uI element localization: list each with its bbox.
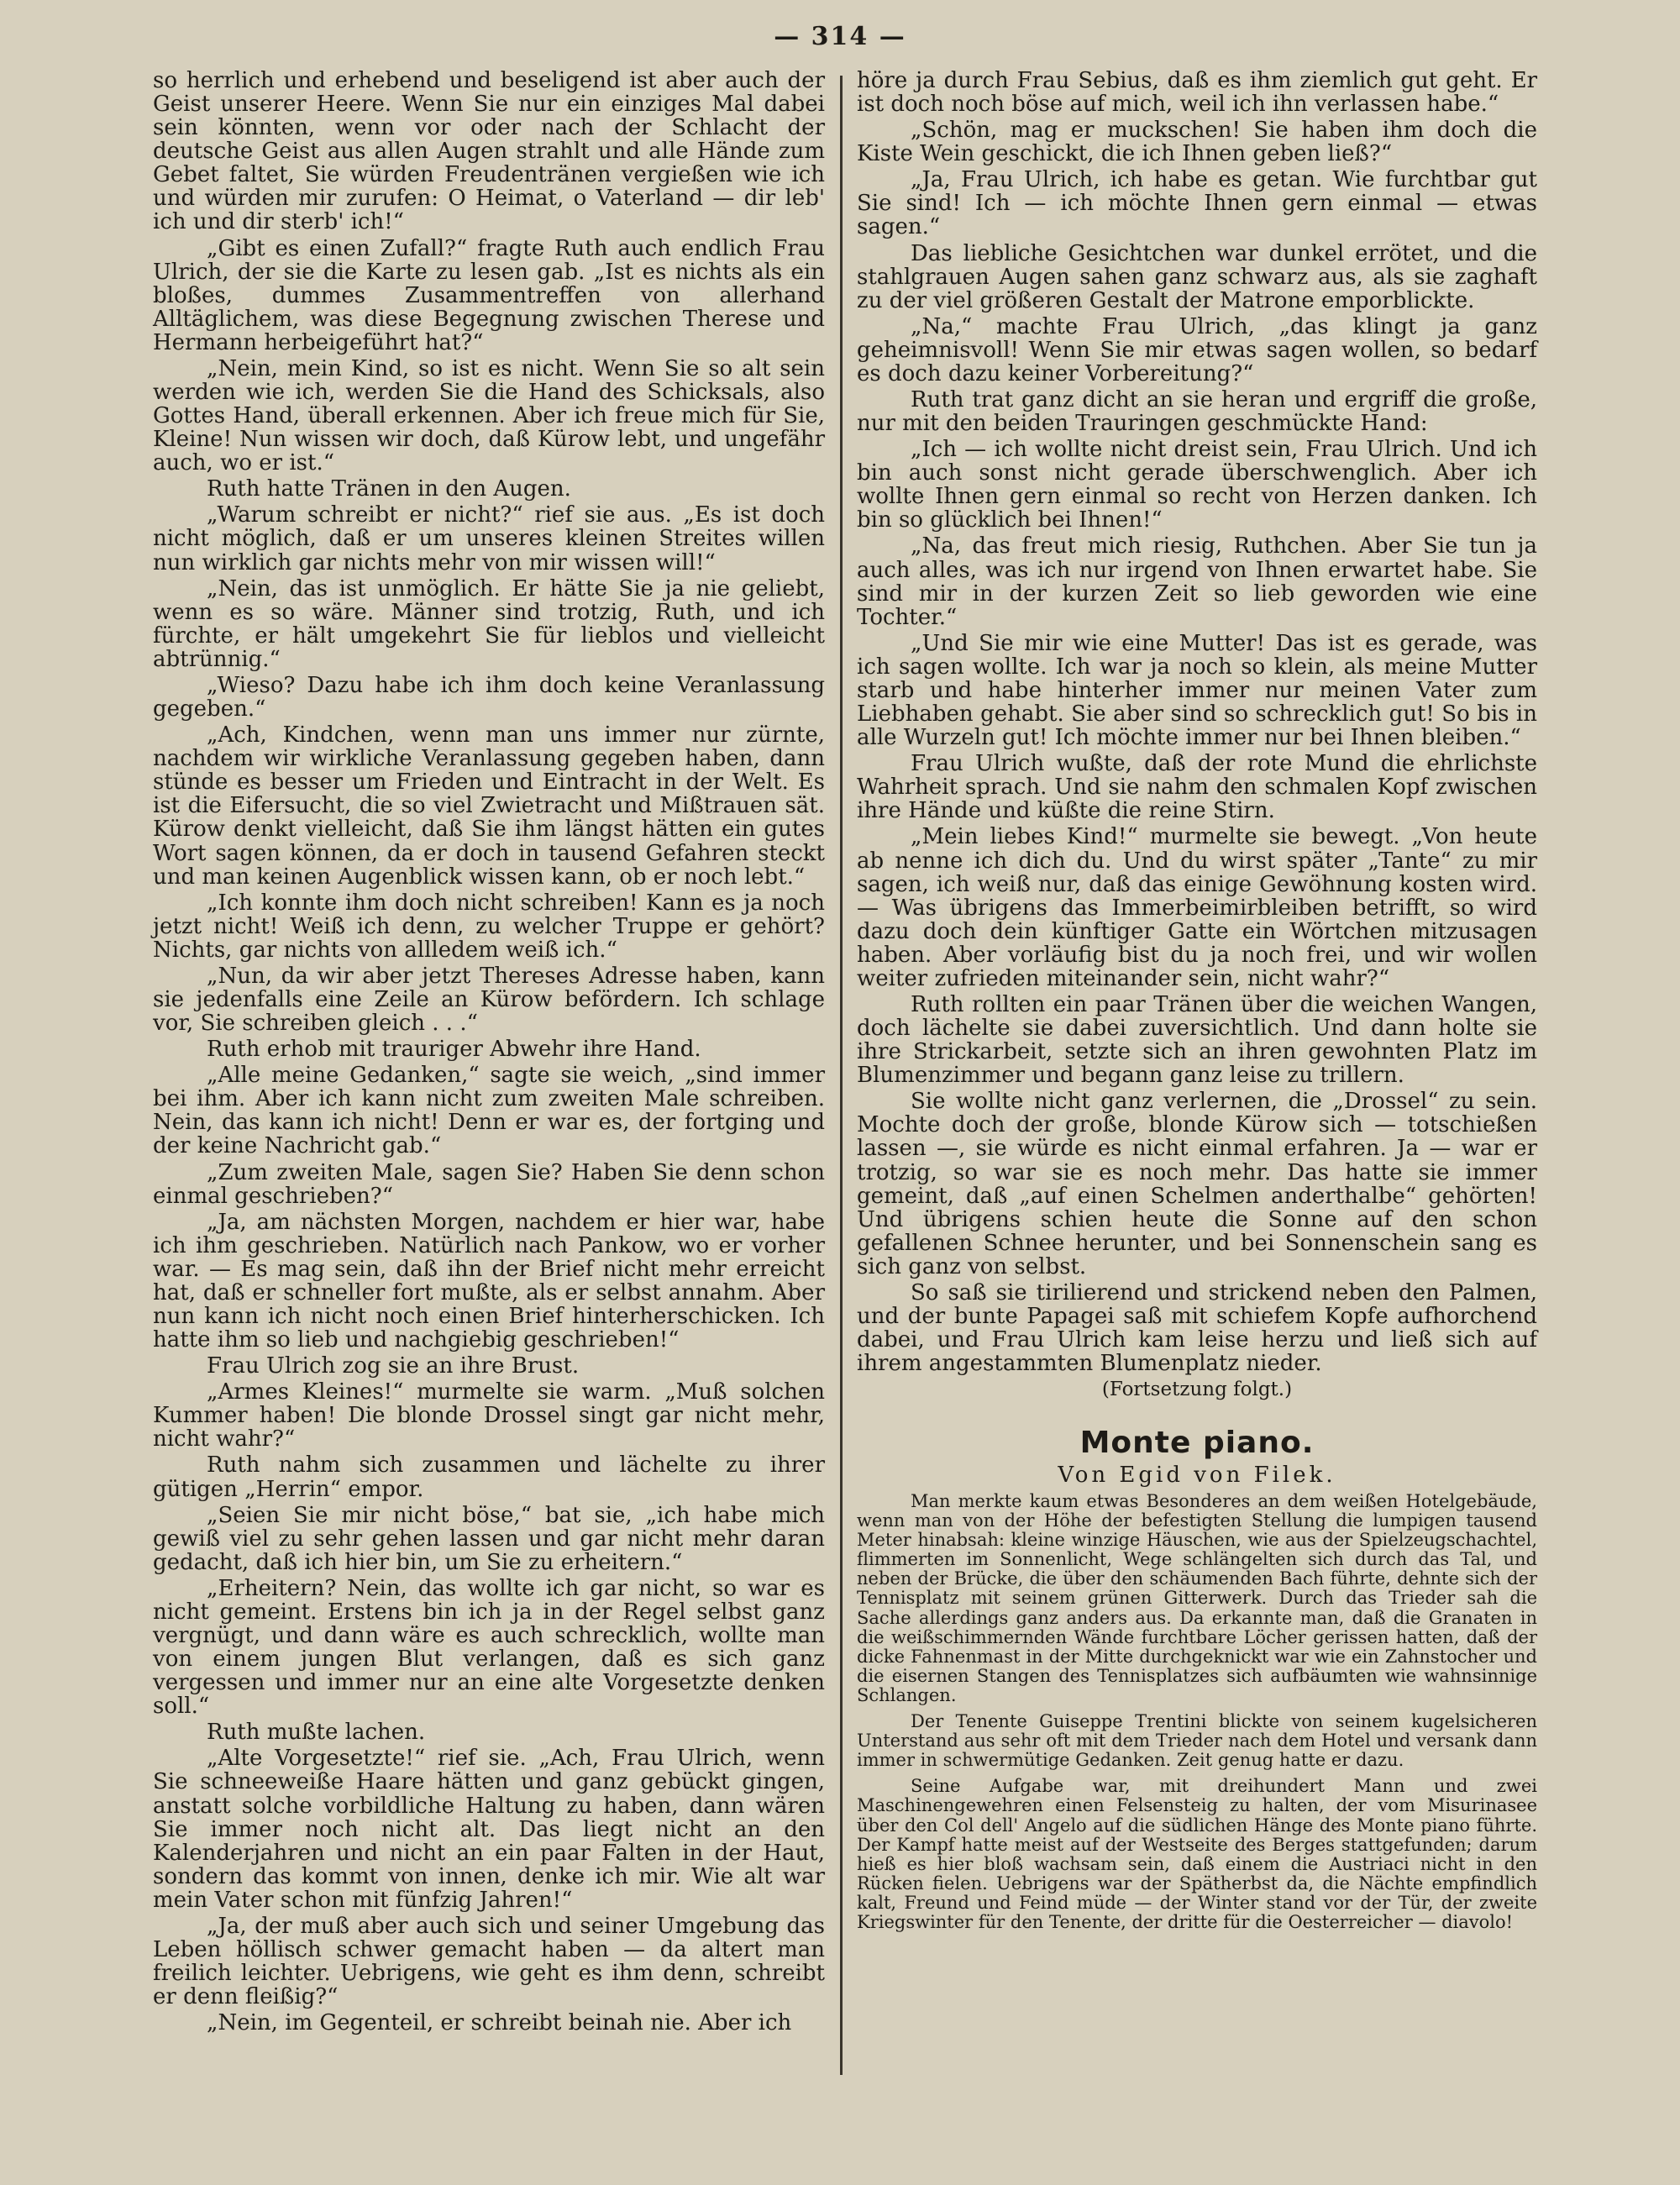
right-paragraph: Ruth rollten ein paar Tränen über die weichen Wangen, doch lächelte sie dabei zuversichtlich. Und dann holte sie ihre Strickarbeit, setzte sich an ihren gewohnten Platz im Blumenzimmer und begann ganz leise zu trillern. [857,991,1537,1089]
left-paragraph: „Warum schreibt er nicht?“ rief sie aus. „Es ist doch nicht möglich, daß er um unseres kleinen Streites willen nun wirklich gar nichts mehr von mir wissen will!“ [153,502,825,575]
left-paragraph: „Erheitern? Nein, das wollte ich gar nicht, so war es nicht gemeint. Erstens bin ich ja in der Regel selbst ganz vergnügt, und dann wäre es auch schrecklich, wollte man von einem jungen Blut verlangen, daß es sich ganz vergessen und immer nur an eine alte Vorgesetzte denken soll.“ [153,1575,825,1720]
column-divider [840,76,843,2075]
left-paragraph: „Wieso? Dazu habe ich ihm doch keine Veranlassung gegeben.“ [153,672,825,722]
story-byline: Von Egid von Filek. [1058,1462,1336,1488]
left-paragraph: „Nein, im Gegenteil, er schreibt beinah nie. Aber ich [207,2010,792,2036]
story-paragraph: Man merkte kaum etwas Besonderes an dem weißen Hotelgebäude, wenn man von der Höhe der befestigten Stellung die lumpigen tausend Meter hinabsah: kleine winzige Häuschen, wie aus der Spielzeugschachtel, flimmerten im Sonnenlicht, Wege schlängelten sich durch das Tal, und neben der Brücke, die über den schäumenden Bach führte, dehnte sich der Tennisplatz mit seinem grünen Gitterwerk. Durch das Trieder sah die Sache allerdings ganz anders aus. Da erkannte man, daß die Granaten in die weißschimmernden Wände furchtbare Löcher gerissen hatten, daß der dicke Fahnenmast in der Mitte durchgeknickt war wie ein Zahnstocher und die eisernen Stangen des Tennisplatzes sich aufbäumten wie wahnsinnige Schlangen. [857,1491,1537,1705]
right-paragraph: „Schön, mag er muckschen! Sie haben ihm doch die Kiste Wein geschickt, die ich Ihnen geben ließ?“ [857,118,1537,167]
left-paragraph: „Nein, das ist unmöglich. Er hätte Sie ja nie geliebt, wenn es so wäre. Männer sind trotzig, Ruth, und ich fürchte, er hält umgekehrt Sie für lieblos und vielleicht abtrünnig.“ [153,575,825,672]
right-paragraph: „Na,“ machte Frau Ulrich, „das klingt ja ganz geheimnisvoll! Wenn Sie mir etwas sagen wollen, so bedarf es doch dazu keiner Vorbereitung?“ [857,313,1537,386]
left-paragraph: Ruth hatte Tränen in den Augen. [207,476,571,502]
right-paragraph: höre ja durch Frau Sebius, daß es ihm ziemlich gut geht. Er ist doch noch böse auf mich, weil ich ihn verlassen habe.“ [857,68,1537,118]
left-paragraph: „Ja, der muß aber auch sich und seiner Umgebung das Leben höllisch schwer gemacht haben — da altert man freilich leichter. Uebrigens, wie geht es ihm denn, schreibt er denn fleißig?“ [153,1913,825,2010]
left-column [153,69,825,2160]
left-paragraph: „Armes Kleines!“ murmelte sie warm. „Muß solchen Kummer haben! Die blonde Drossel singt gar nicht mehr, nicht wahr?“ [153,1379,825,1452]
left-paragraph: Ruth mußte lachen. [207,1720,426,1746]
right-paragraph: „Und Sie mir wie eine Mutter! Das ist es gerade, was ich sagen wollte. Ich war ja noch so klein, als meine Mutter starb und habe hinterher immer nur meinen Vater zum Liebhaben gehabt. Sie aber sind so schrecklich gut! So bis in alle Wurzeln gut! Ich möchte immer nur bei Ihnen bleiben.“ [857,630,1537,751]
left-paragraph: „Nun, da wir aber jetzt Thereses Adresse haben, kann sie jedenfalls eine Zeile an Kürow befördern. Ich schlage vor, Sie schreiben gleich . . .“ [153,963,825,1037]
left-paragraph: „Alle meine Gedanken,“ sagte sie weich, „sind immer bei ihm. Aber ich kann nicht zum zweiten Male schreiben. Nein, das kann ich nicht! Denn er war es, der fortging und der keine Nachricht gab.“ [153,1063,825,1159]
story-paragraph: Seine Aufgabe war, mit dreihundert Mann und zwei Maschinengewehren einen Felsensteig zu halten, der vom Misurinasee über den Col dell' Angelo auf die südlichen Hänge des Monte piano führte. Der Kampf hatte meist auf der Westseite des Berges stattgefunden; darum hieß es hier bloß wachsam sein, daß einem die Austriaci nicht in den Rücken fielen. Uebrigens war der Spätherbst da, die Nächte empfindlich kalt, Freund und Feind müde — der Winter stand vor der Tür, der zweite Kriegswinter für den Tenente, der dritte für die Oesterreicher — diavolo! [857,1776,1537,1932]
right-paragraph: „Ja, Frau Ulrich, ich habe es getan. Wie furchtbar gut Sie sind! Ich — ich möchte Ihnen gern einmal — etwas sagen.“ [857,167,1537,240]
right-column [857,69,1537,2160]
left-paragraph: „Seien Sie mir nicht böse,“ bat sie, „ich habe mich gewiß viel zu sehr gehen lassen und gar nicht mehr daran gedacht, daß ich hier bin, um Sie zu erheitern.“ [153,1502,825,1575]
left-paragraph: „Nein, mein Kind, so ist es nicht. Wenn Sie so alt sein werden wie ich, werden Sie die Hand des Schicksals, also Gottes Hand, überall erkennen. Aber ich freue mich für Sie, Kleine! Nun wissen wir doch, daß Kürow lebt, und ungefähr auch, wo er ist.“ [153,355,825,476]
right-paragraph: „Ich — ich wollte nicht dreist sein, Frau Ulrich. Und ich bin auch sonst nicht gerade überschwenglich. Aber ich wollte Ihnen gern einmal so recht von Herzen danken. Ich bin so glücklich bei Ihnen!“ [857,437,1537,533]
left-paragraph: so herrlich und erhebend und beseligend ist aber auch der Geist unserer Heere. Wenn Sie nur ein einziges Mal dabei sein könnten, wenn vor oder nach der Schlacht der deutsche Geist aus allen Augen strahlt und alle Hände zum Gebet faltet, Sie würden Freudentränen vergießen wie ich und würden mir zurufen: O Heimat, o Vaterland — dir leb' ich und dir sterb' ich!“ [153,68,825,235]
left-paragraph: „Ja, am nächsten Morgen, nachdem er hier war, habe ich ihm geschrieben. Natürlich nach Pankow, wo er vorher war. — Es mag sein, daß ihn der Brief nicht mehr erreicht hat, daß er schneller fort mußte, als er selbst annahm. Aber nun kann ich nicht noch einen Brief hinterherschicken. Ich hatte ihm so lieb und nachgiebig geschrieben!“ [153,1209,825,1353]
right-paragraph: „Mein liebes Kind!“ murmelte sie bewegt. „Von heute ab nenne ich dich du. Und du wirst später „Tante“ zu mir sagen, ich weiß nur, daß das einige Gewöhnung kosten wird. — Was übrigens das Immerbeimirbleiben betrifft, so wird dazu doch dein künftiger Gatte ein Wörtchen mitzusagen haben. Aber vorläufig bist du ja noch frei, und wir wollen weiter zufrieden miteinander sein, nicht wahr?“ [857,824,1537,991]
left-paragraph: Frau Ulrich zog sie an ihre Brust. [207,1353,580,1379]
right-paragraph: Das liebliche Gesichtchen war dunkel errötet, und die stahlgrauen Augen sahen ganz schwarz aus, als sie zaghaft zu der viel größeren Gestalt der Matrone emporblickte. [857,240,1537,313]
right-paragraph: So saß sie tirilierend und strickend neben den Palmen, und der bunte Papagei saß mit schiefem Kopfe aufhorchend dabei, und Frau Ulrich kam leise herzu und ließ sich auf ihrem angestammten Blumenplatz nieder. [857,1279,1537,1377]
right-paragraph: Sie wollte nicht ganz verlernen, die „Drossel“ zu sein. Mochte doch der große, blonde Kürow sich — totschießen lassen —, sie würde es nicht einmal erfahren. Ja — war er trotzig, so war sie es noch mehr. Das hatte sie immer gemeint, daß „auf einen Schelmen anderthalbe“ gehörten! Und übrigens schien heute die Sonne auf den schon gefallenen Schnee herunter, und bei Sonnenschein sang es sich ganz von selbst. [857,1089,1537,1279]
left-paragraph: „Ich konnte ihm doch nicht schreiben! Kann es ja noch jetzt nicht! Weiß ich denn, zu welcher Truppe er gehört? Nichts, gar nichts von allledem weiß ich.“ [153,890,825,963]
right-paragraph: Ruth trat ganz dicht an sie heran und ergriff die große, nur mit den beiden Trauringen geschmückte Hand: [857,387,1537,437]
left-paragraph: Ruth nahm sich zusammen und lächelte zu ihrer gütigen „Herrin“ empor. [153,1452,825,1502]
story-title: Monte piano. [1079,1426,1315,1461]
left-paragraph: „Gibt es einen Zufall?“ fragte Ruth auch endlich Frau Ulrich, der sie die Karte zu lesen gab. „Ist es nichts als ein bloßes, dummes Zusammentreffen von allerhand Alltäglichem, was diese Begegnung zwischen Therese und Hermann herbeigeführt hat?“ [153,235,825,355]
continuation-note: (Fortsetzung folgt.) [1101,1379,1293,1401]
left-paragraph: „Ach, Kindchen, wenn man uns immer nur zürnte, nachdem wir wirkliche Veranlassung gegeben haben, dann stünde es besser um Frieden und Eintracht in der Welt. Es ist die Eifersucht, die so viel Zwietracht und Mißtrauen sät. Kürow denkt vielleicht, daß Sie ihm längst hätten ein gutes Wort sagen können, da er doch in tausend Gefahren steckt und man keinen Augenblick wissen kann, ob er noch lebt.“ [153,722,825,890]
right-paragraph: „Na, das freut mich riesig, Ruthchen. Aber Sie tun ja auch alles, was ich nur irgend von Ihnen erwartet habe. Sie sind mir in der kurzen Zeit so lieb geworden wie eine Tochter.“ [857,533,1537,630]
story-paragraph: Der Tenente Guiseppe Trentini blickte von seinem kugelsicheren Unterstand aus sehr oft mit dem Trieder nach dem Hotel und versank dann immer in schwermütige Gedanken. Zeit genug hatte er dazu. [857,1711,1537,1771]
left-paragraph: Ruth erhob mit trauriger Abwehr ihre Hand. [207,1037,701,1063]
story-body [857,1492,1537,1932]
left-paragraph: „Alte Vorgesetzte!“ rief sie. „Ach, Frau Ulrich, wenn Sie schneeweiße Haare hätten und ganz gebückt gingen, anstatt solche vorbildliche Haltung zu haben, dann wären Sie immer noch nicht alt. Das liegt nicht an den Kalenderjahren und nicht an ein paar Falten in der Haut, sondern das kommt von innen, denke ich mir. Wie alt war mein Vater schon mit fünfzig Jahren!“ [153,1746,825,1913]
left-paragraph: „Zum zweiten Male, sagen Sie? Haben Sie denn schon einmal geschrieben?“ [153,1159,825,1209]
right-paragraph: Frau Ulrich wußte, daß der rote Mund die ehrlichste Wahrheit sprach. Und sie nahm den schmalen Kopf zwischen ihre Hände und küßte die reine Stirn. [857,751,1537,824]
page-number: — 314 — [774,22,906,51]
